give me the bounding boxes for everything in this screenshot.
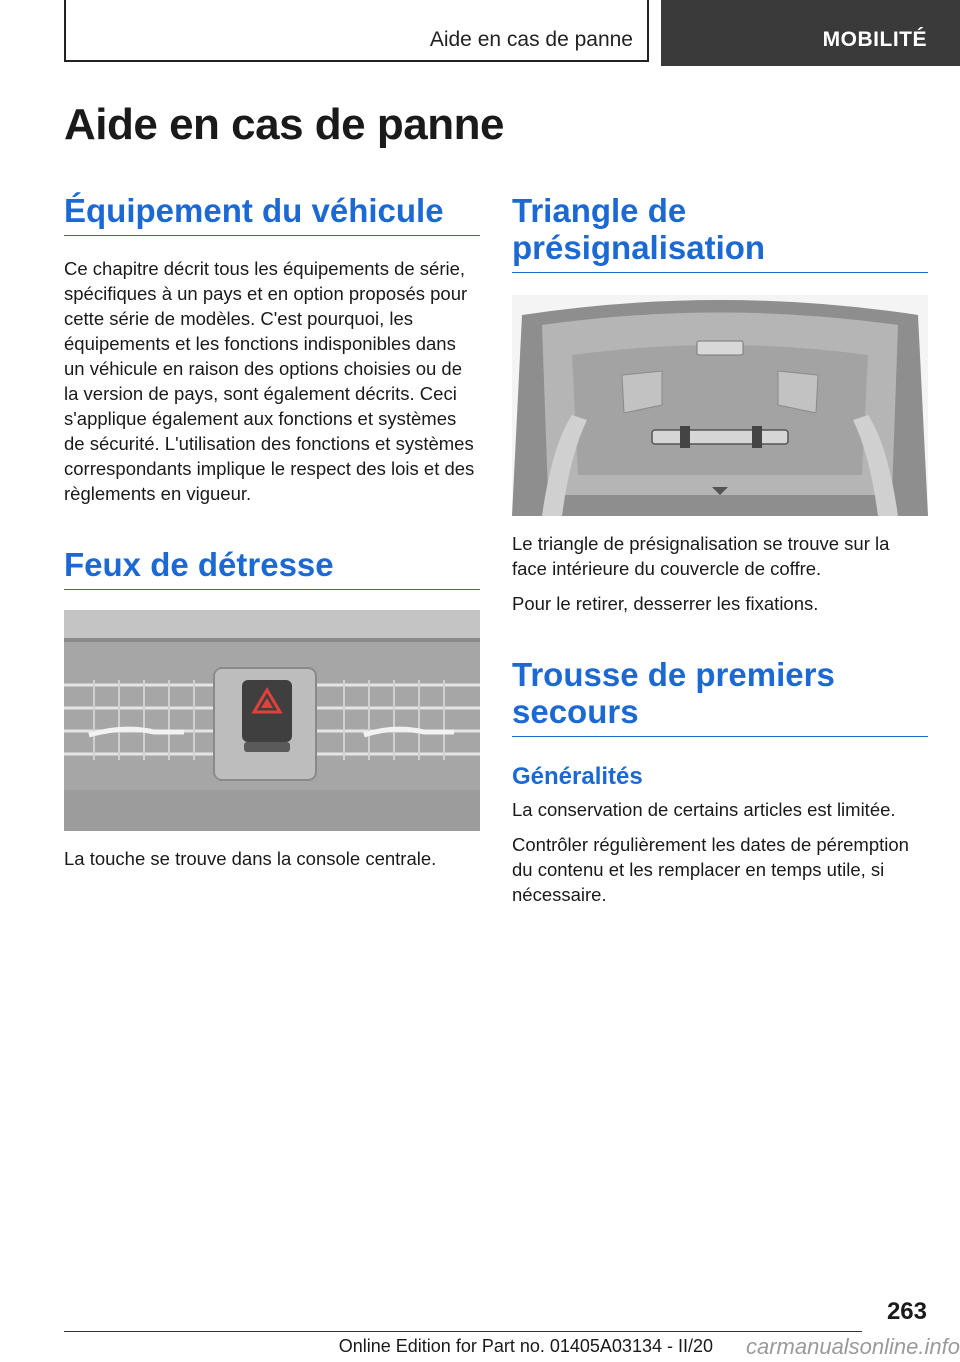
right-column bbox=[512, 192, 928, 907]
hazard-caption: La touche se trouve dans la console centrale. bbox=[64, 848, 437, 869]
trunk-lid-illustration bbox=[512, 295, 928, 516]
watermark-text: carmanualsonline.info bbox=[745, 1334, 960, 1359]
firstaid-heading: Trousse de premiers secours bbox=[512, 656, 928, 737]
equipment-text: Ce chapitre décrit tous les équipements de série, spécifiques à un pays et en option proposés pour cette série de modèles. C'est pourquoi, les équipements et les fonctions indisponibles dans un véhicule en raison des options choisies ou de la version de pays, sont également décrits. Ceci s'applique également aux fonctions et systèmes de sécurité. L'utilisation des fonctions et systèmes correspondants implique le respect des lois et des règlements en vigueur. bbox=[64, 258, 475, 504]
breadcrumb-text: Aide en cas de panne bbox=[429, 28, 633, 51]
triangle-text-2: Pour le retirer, desserrer les fixations. bbox=[512, 593, 819, 614]
hazard-button-image bbox=[64, 610, 480, 831]
triangle-heading: Triangle de présignalisation bbox=[512, 192, 928, 273]
breadcrumb bbox=[64, 0, 649, 62]
firstaid-text-2: Contrôler régulièrement les dates de péremption du contenu et les remplacer en temps utile, si nécessaire. bbox=[512, 834, 909, 905]
left-column bbox=[64, 192, 480, 871]
page-number: 263 bbox=[886, 1298, 927, 1325]
firstaid-subheading: Généralités bbox=[512, 763, 643, 790]
equipment-heading: Équipement du véhicule bbox=[64, 192, 480, 236]
firstaid-text-1: La conservation de certains articles est limitée. bbox=[512, 799, 896, 820]
section-tab bbox=[661, 0, 960, 66]
page-title: Aide en cas de panne bbox=[64, 100, 504, 149]
triangle-text-1: Le triangle de présignalisation se trouve sur la face intérieure du couvercle de coffre. bbox=[512, 533, 890, 579]
page-header bbox=[0, 0, 960, 66]
trunk-lid-image bbox=[512, 295, 928, 516]
hazard-heading: Feux de détresse bbox=[64, 546, 480, 590]
edition-text: Online Edition for Part no. 01405A03134 - II/20 bbox=[338, 1336, 713, 1356]
section-tab-label: MOBILITÉ bbox=[822, 28, 927, 51]
footer-divider bbox=[64, 1331, 862, 1332]
hazard-console-illustration bbox=[64, 610, 480, 831]
